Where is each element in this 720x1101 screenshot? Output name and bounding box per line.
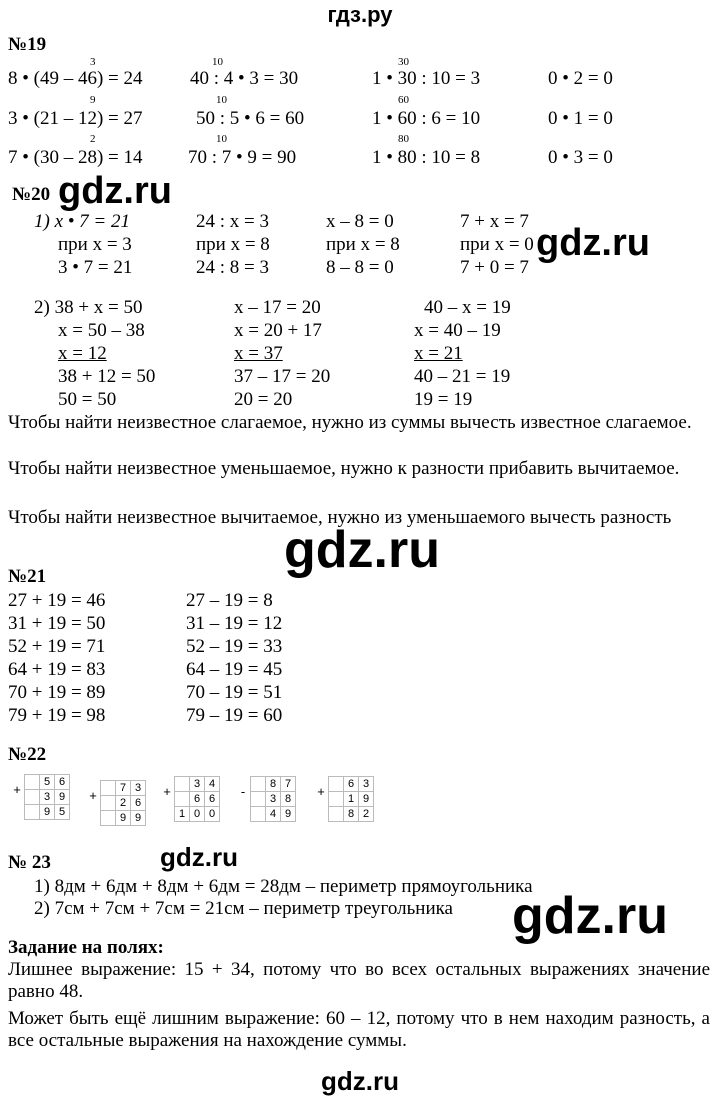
sup-number: 30 xyxy=(398,56,409,68)
equation: 27 – 19 = 8 xyxy=(186,590,273,611)
sup-number: 3 xyxy=(90,56,96,68)
column-addition xyxy=(314,776,374,822)
column-addition xyxy=(160,776,220,822)
digit-cell: 3 xyxy=(40,790,55,805)
digit-cell: 9 xyxy=(281,807,296,822)
equation-answer: x = 12 xyxy=(58,343,107,364)
expression: 1 • 80 : 10 = 8 xyxy=(372,147,481,168)
expression: 0 • 3 = 0 xyxy=(548,147,613,168)
rule-text: Чтобы найти неизвестное уменьшаемое, нужно к разности прибавить вычитаемое. xyxy=(8,458,680,479)
equation: 1) x • 7 = 21 xyxy=(34,211,130,232)
expression: 50 : 5 • 6 = 60 xyxy=(196,108,305,129)
digit-cell xyxy=(329,792,344,807)
task-23-heading: № 23 xyxy=(8,852,51,873)
expression: 70 : 7 • 9 = 90 xyxy=(188,147,297,168)
sup-number: 60 xyxy=(398,94,409,106)
digit-cell xyxy=(329,777,344,792)
margin-text: Лишнее выражение: 15 + 34, потому что во всех остальных выражениях значение равно 48. xyxy=(8,959,710,1002)
equation-block xyxy=(460,210,534,279)
equation-block xyxy=(196,210,270,279)
digit-cell: 8 xyxy=(281,792,296,807)
digit-cell: 9 xyxy=(40,805,55,820)
digit-cell xyxy=(101,811,116,826)
equation-block xyxy=(34,296,155,411)
digit-cell xyxy=(175,792,190,807)
digit-cell: 5 xyxy=(40,775,55,790)
task-20-heading: №20 xyxy=(12,184,51,205)
sup-number: 10 xyxy=(212,56,223,68)
expression: 0 • 1 = 0 xyxy=(548,108,613,129)
equation: 79 – 19 = 60 xyxy=(186,705,283,726)
expression: 1 • 60 : 6 = 10 xyxy=(372,108,481,129)
digit-cell: 9 xyxy=(359,792,374,807)
digit-cell: 3 xyxy=(131,781,146,796)
operator-sign: + xyxy=(317,784,325,799)
equation: 79 + 19 = 98 xyxy=(8,705,106,726)
column-addition xyxy=(86,780,146,826)
digit-cell: 3 xyxy=(190,777,205,792)
answer-line: 1) 8дм + 6дм + 8дм + 6дм = 28дм – периметр прямоугольника xyxy=(34,876,533,897)
operator-sign: + xyxy=(89,788,97,803)
equation: при x = 8 xyxy=(326,234,400,255)
equation: 38 + 12 = 50 xyxy=(58,366,156,387)
equation: 40 – 21 = 19 xyxy=(414,366,511,387)
sup-number: 10 xyxy=(216,133,227,145)
equation: при x = 3 xyxy=(58,234,132,255)
digit-cell: 6 xyxy=(190,792,205,807)
equation-list xyxy=(8,589,105,727)
expression: 40 : 4 • 3 = 30 xyxy=(190,68,299,89)
equation: 27 + 19 = 46 xyxy=(8,590,106,611)
equation: 70 + 19 = 89 xyxy=(8,682,106,703)
expression: 7 • (30 – 28) = 14 xyxy=(8,147,143,168)
equation: 19 = 19 xyxy=(414,389,473,410)
equation: x = 40 – 19 xyxy=(414,320,501,341)
digit-cell: 0 xyxy=(190,807,205,822)
column-addition xyxy=(10,774,70,820)
task-21-heading: №21 xyxy=(8,566,47,587)
equation: при x = 8 xyxy=(196,234,270,255)
equation: 31 + 19 = 50 xyxy=(8,613,106,634)
digit-cell: 2 xyxy=(116,796,131,811)
digit-cell xyxy=(251,777,266,792)
watermark-text: gdz.ru xyxy=(536,222,650,264)
digit-cell: 8 xyxy=(266,777,281,792)
equation: 40 – x = 19 xyxy=(424,297,511,318)
equation: 7 + 0 = 7 xyxy=(460,257,529,278)
digit-cell: 9 xyxy=(131,811,146,826)
equation: 3 • 7 = 21 xyxy=(58,257,133,278)
operator-sign: + xyxy=(163,784,171,799)
rule-text: Чтобы найти неизвестное вычитаемое, нужно из уменьшаемого вычесть разность xyxy=(8,507,672,528)
equation: x = 20 + 17 xyxy=(234,320,322,341)
digit-cell: 3 xyxy=(266,792,281,807)
sup-number: 80 xyxy=(398,133,409,145)
task-22-heading: №22 xyxy=(8,744,47,765)
equation: 37 – 17 = 20 xyxy=(234,366,331,387)
equation: 24 : x = 3 xyxy=(196,211,269,232)
watermark-text: gdz.ru xyxy=(58,170,172,212)
digit-cell xyxy=(175,777,190,792)
equation: x – 8 = 0 xyxy=(326,211,394,232)
digit-cell xyxy=(251,792,266,807)
digit-cell: 6 xyxy=(344,777,359,792)
digit-cell xyxy=(329,807,344,822)
watermark-text: gdz.ru xyxy=(512,887,668,945)
equation: 31 – 19 = 12 xyxy=(186,613,283,634)
column-subtraction xyxy=(236,776,296,822)
equation: 24 : 8 = 3 xyxy=(196,257,269,278)
digit-cell xyxy=(25,775,40,790)
sup-number: 2 xyxy=(90,133,96,145)
equation: при x = 0 xyxy=(460,234,534,255)
expression: 3 • (21 – 12) = 27 xyxy=(8,108,143,129)
digit-cell: 1 xyxy=(175,807,190,822)
equation-answer: x = 37 xyxy=(234,343,283,364)
equation-block xyxy=(326,210,400,279)
digit-cell: 6 xyxy=(131,796,146,811)
digit-cell: 1 xyxy=(344,792,359,807)
equation-list xyxy=(186,589,282,727)
operator-sign: - xyxy=(240,784,246,799)
watermark-text: gdz.ru xyxy=(284,521,440,579)
equation-answer: x = 21 xyxy=(414,343,463,364)
equation: 52 – 19 = 33 xyxy=(186,636,283,657)
digit-cell xyxy=(101,781,116,796)
equation: 7 + x = 7 xyxy=(460,211,529,232)
digit-cell: 4 xyxy=(205,777,220,792)
watermark-text: gdz.ru xyxy=(160,842,238,872)
digit-cell xyxy=(25,805,40,820)
digit-cell xyxy=(25,790,40,805)
digit-cell: 8 xyxy=(344,807,359,822)
watermark-text: gdz.ru xyxy=(321,1066,399,1096)
digit-cell: 4 xyxy=(266,807,281,822)
expression: 8 • (49 – 46) = 24 xyxy=(8,68,143,89)
equation: x = 50 – 38 xyxy=(58,320,145,341)
equation: 70 – 19 = 51 xyxy=(186,682,283,703)
site-header: гдз.ру xyxy=(327,2,393,27)
answer-line: 2) 7см + 7см + 7см = 21см – периметр треугольника xyxy=(34,898,453,919)
equation: 52 + 19 = 71 xyxy=(8,636,106,657)
digit-cell: 2 xyxy=(359,807,374,822)
digit-cell: 9 xyxy=(55,790,70,805)
equation: 64 – 19 = 45 xyxy=(186,659,283,680)
digit-cell: 6 xyxy=(205,792,220,807)
sup-number: 9 xyxy=(90,94,96,106)
sup-number: 10 xyxy=(216,94,227,106)
digit-cell: 5 xyxy=(55,805,70,820)
equation: 64 + 19 = 83 xyxy=(8,659,106,680)
expression: 0 • 2 = 0 xyxy=(548,68,613,89)
digit-cell: 3 xyxy=(359,777,374,792)
digit-cell: 7 xyxy=(281,777,296,792)
margin-text: Может быть ещё лишним выражение: 60 – 12, потому что в нем находим разность, а все остальные выражения на нахождение суммы. xyxy=(8,1008,710,1051)
expression: 1 • 30 : 10 = 3 xyxy=(372,68,481,89)
task-19-heading: №19 xyxy=(8,34,47,55)
digit-cell: 6 xyxy=(55,775,70,790)
equation: 2) 38 + x = 50 xyxy=(34,297,143,318)
digit-cell: 7 xyxy=(116,781,131,796)
equation: x – 17 = 20 xyxy=(234,297,321,318)
equation-block xyxy=(34,210,132,279)
digit-cell xyxy=(101,796,116,811)
equation-block xyxy=(234,296,330,411)
digit-cell xyxy=(251,807,266,822)
equation: 50 = 50 xyxy=(58,389,117,410)
digit-cell: 0 xyxy=(205,807,220,822)
operator-sign: + xyxy=(13,782,21,797)
digit-cell: 9 xyxy=(116,811,131,826)
equation: 8 – 8 = 0 xyxy=(326,257,394,278)
margin-task-heading: Задание на полях: xyxy=(8,937,164,958)
equation-block xyxy=(414,296,511,411)
rule-text: Чтобы найти неизвестное слагаемое, нужно из суммы вычесть известное слагаемое. xyxy=(8,412,692,433)
equation: 20 = 20 xyxy=(234,389,293,410)
